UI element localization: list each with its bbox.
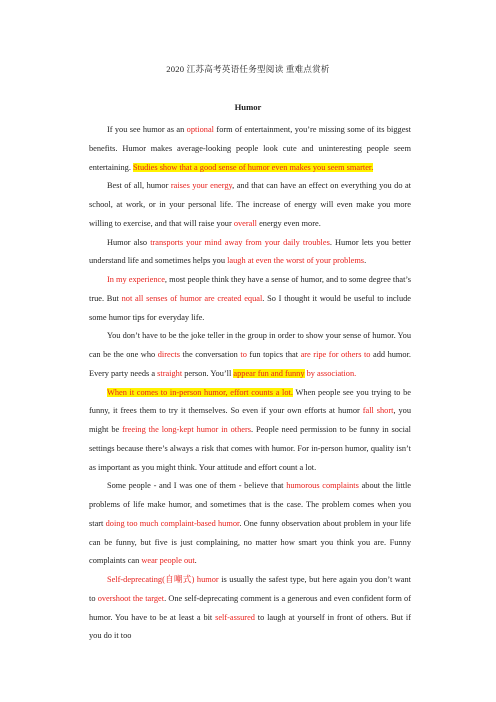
key-phrase: fall short (362, 406, 394, 416)
key-phrase: raises your energy (170, 181, 233, 191)
text-run: . People need permission to be funny in social settings because there’s always a risk that comes with humor. For in-person humor, quality isn’t as important as you might think. Your attitude and effort count a lot. (89, 425, 411, 472)
text-run: When people see you trying to be funny, it frees them to try it themselves. So even if your own efforts at humor (89, 387, 411, 416)
key-phrase: overall (233, 218, 257, 228)
key-phrase: overshoot the target (97, 593, 165, 603)
text-run: . Humor lets you better understand life and sometimes helps you (89, 237, 411, 266)
paragraph (89, 177, 411, 233)
text-run: . (364, 256, 367, 266)
text-run: energy even more. (257, 218, 321, 228)
text-run: . One funny observation about problem in your life can be funny, but five is just complaining, no matter how smart you think you are. Funny complaints can (89, 518, 411, 566)
text-run: the conversation (179, 350, 241, 359)
text-run: , you might be (89, 406, 411, 434)
text-run: You don’t have to be the joke teller in the group in order to show your sense of humor. You can be the one who (89, 331, 411, 359)
text-run: Humor also (106, 237, 151, 247)
text-run: to laugh at yourself in front of others. But if you do it too (89, 612, 411, 641)
text-run: . (194, 556, 197, 566)
key-phrase: humorous complaints (286, 481, 359, 491)
paragraph (89, 234, 411, 272)
document-title: 2020 江苏高考英语任务型阅读 重难点赏析 (166, 64, 330, 74)
highlighted-phrase: Studies show that a good sense of humor even makes you seem smarter. (133, 162, 374, 172)
key-phrase: wear people out (141, 556, 195, 566)
key-phrase: are ripe for others to (300, 350, 371, 359)
text-run: about the little problems of life make humor, and sometimes that is the case. The problem comes when you start (89, 481, 411, 528)
key-phrase: In my experience (106, 275, 165, 284)
article-body (89, 121, 411, 646)
paragraph (89, 327, 411, 383)
paragraph (89, 121, 411, 177)
key-phrase: laugh at even the worst of your problems (227, 256, 365, 266)
key-phrase: directs (157, 350, 180, 359)
text-run: Best of all, humor (106, 181, 171, 191)
key-phrase: not all senses of humor are created equal (121, 293, 263, 303)
paragraph (89, 571, 411, 646)
key-phrase: to (240, 350, 247, 359)
key-phrase: doing too much complaint-based humor (105, 518, 240, 528)
text-run: person. You’ll (182, 368, 234, 378)
highlighted-phrase: When it comes to in-person humor, effort counts a lot. (106, 387, 293, 397)
paragraph (89, 477, 411, 571)
key-phrase: self-assured (215, 612, 255, 622)
key-phrase: transports your mind away from your daily troubles (150, 237, 330, 247)
highlighted-phrase: appear fun and funny (233, 368, 305, 378)
text-run: Some people - and I was one of them - believe that (106, 481, 287, 491)
paragraph (89, 271, 411, 327)
text-run: , and that can have an effect on everything you do at school, at work, or in your personal life. The increase of energy will even make you more willing to exercise, and that will raise your (89, 181, 411, 228)
key-phrase: by association. (304, 368, 357, 378)
key-phrase: straight (157, 368, 183, 378)
text-run: . So I thought it would be useful to include some humor tips for everyday life. (89, 293, 411, 322)
paragraph (89, 384, 411, 478)
key-phrase: freeing the long-kept humor in others (122, 425, 251, 434)
text-run: form of entertainment, you’re missing some of its biggest benefits. Humor makes average-looking people look cute and uninteresting people seem entertaining. (89, 125, 411, 172)
text-run: , most people think they have a sense of humor, and to some degree that’s true. But (89, 275, 411, 303)
text-run: is usually the safest type, but here again you don’t want to (89, 575, 412, 603)
section-heading: Humor (234, 102, 262, 112)
key-phrase: Self-deprecating(自嘲式) humor (106, 575, 219, 584)
key-phrase: optional (186, 125, 215, 134)
text-run: add humor. Every party needs a (89, 350, 411, 378)
text-run: If you see humor as an (106, 125, 187, 134)
text-run: . One self-deprecating comment is a generous and even confident form of humor. You have to be at least a bit (89, 593, 411, 622)
text-run: fun topics that (246, 350, 301, 359)
